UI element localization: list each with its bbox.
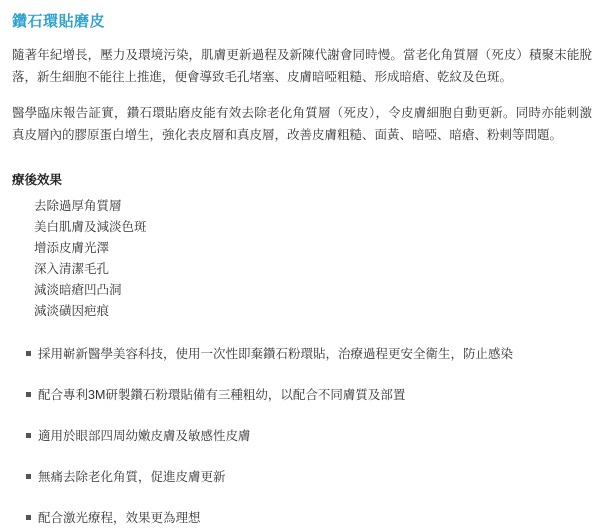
list-item xyxy=(26,344,597,364)
square-bullet-icon xyxy=(26,474,31,479)
list-item: 減淡磺因疤痕 xyxy=(34,304,110,318)
list-item-label: 適用於眼部四周幼嫩皮膚及敏感性皮膚 xyxy=(38,429,251,443)
list-item: 增添皮膚光澤 xyxy=(34,241,110,255)
list-item-label: 配合專利3M研製鑽石粉環貼備有三種粗幼，以配合不同膚質及部置 xyxy=(38,388,406,402)
list-item: 深入清潔毛孔 xyxy=(34,262,110,276)
intro-paragraph-2: 醫學臨床報告証實，鑽石環貼磨皮能有效去除老化角質層（死皮），令皮膚細胞自動更新。同時亦能刺激真皮層內的膠原蛋白增生，強化表皮層和真皮層，改善皮膚粗糙、面黃、暗啞、暗瘡、粉刺等問題。 xyxy=(12,106,592,142)
list-item xyxy=(26,467,597,487)
square-bullet-icon xyxy=(26,433,31,438)
intro-paragraph-1: 隨著年紀增長，壓力及環境污染，肌膚更新過程及新陳代謝會同時慢。當老化角質層（死皮）積聚末能脫落，新生細胞不能往上推進，便會導致毛孔堵塞、皮膚暗啞粗糙、形成暗瘡、乾紋及色斑。 xyxy=(12,48,592,84)
list-item: 美白肌膚及減淡色斑 xyxy=(34,220,147,234)
list-item-label: 配合激光療程，效果更為理想 xyxy=(38,511,201,525)
section-heading-effects: 療後效果 xyxy=(12,173,63,187)
square-bullet-icon xyxy=(26,515,31,520)
page-title: 鑽石環貼磨皮 xyxy=(12,13,106,30)
square-bullet-icon xyxy=(26,351,31,356)
list-item xyxy=(26,426,597,446)
list-item-label: 採用嶄新醫學美容科技，使用一次性即棄鑽石粉環貼，治療過程更安全衛生，防止感染 xyxy=(38,347,514,361)
list-item: 去除過厚角質層 xyxy=(34,199,122,213)
effects-list xyxy=(12,196,597,322)
list-item-label: 無痛去除老化角質，促進皮膚更新 xyxy=(38,470,226,484)
list-item: 減淡暗瘡凹凸洞 xyxy=(34,283,122,297)
list-item xyxy=(26,385,597,405)
list-item xyxy=(26,508,597,528)
features-list xyxy=(12,344,597,528)
square-bullet-icon xyxy=(26,392,31,397)
